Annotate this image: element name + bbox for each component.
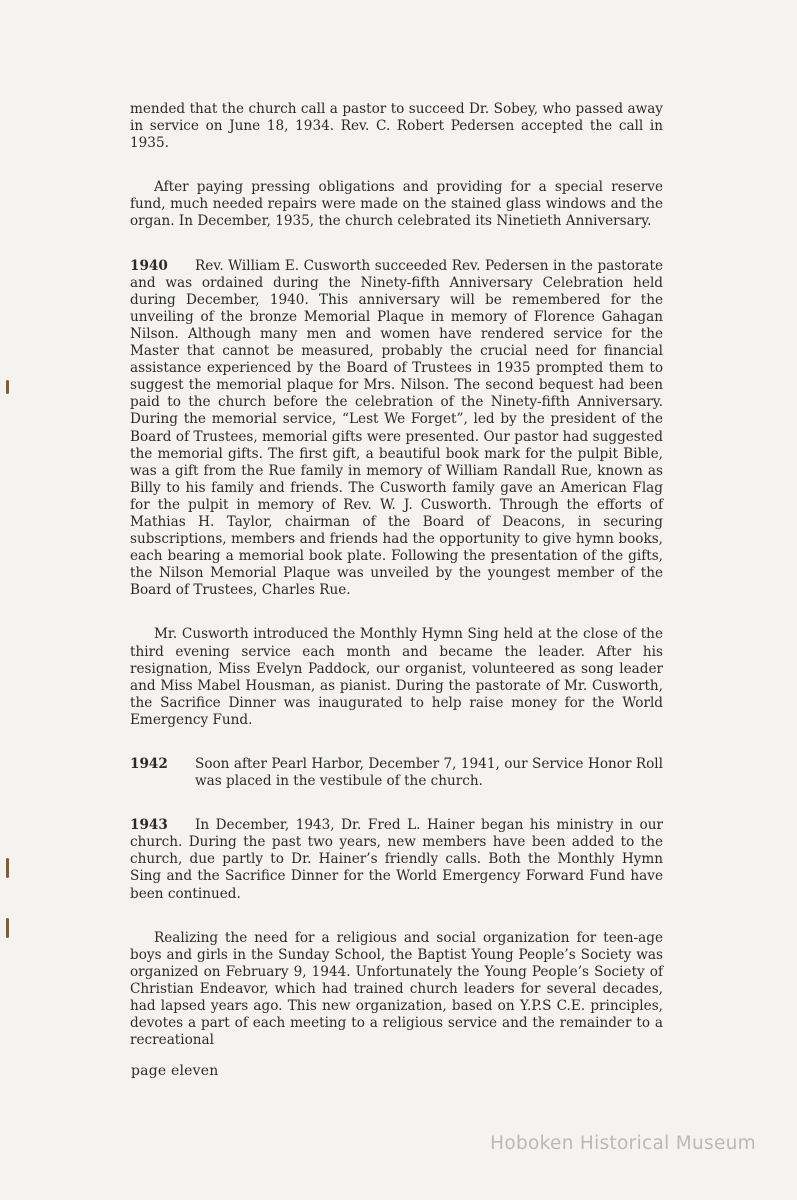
year-label: 1940 (130, 257, 168, 274)
paragraph-1940 (130, 258, 663, 600)
page-number: page eleven (131, 1063, 219, 1079)
binding-mark (6, 380, 9, 394)
paragraph-1: mended that the church call a pastor to succeed Dr. Sobey, who passed away in service on June 18, 1934. Rev. C. Robert Pedersen accepted the call in 1935. (130, 101, 663, 152)
paragraph-1942 (130, 756, 663, 790)
year-label: 1943 (130, 817, 168, 834)
year-label: 1942 (130, 756, 168, 772)
paragraph-1940-text: Rev. William E. Cusworth succeeded Rev. Pedersen in the pastorate and was ordained during the Ninety-fifth Anniversary Celebration held during December, 1940. This anniversary will be remembered for the unveiling of the bronze Memorial Plaque in memory of Florence Gahagan Nilson. Although many men and women have rendered service for the Master that cannot be measured, probably the crucial need for financial assistance experienced by the Board of Trustees in 1935 prompted them to suggest the memorial plaque for Mrs. Nilson. The second bequest had been paid to the church before the celebration of the Ninety-fifth Anniversary. During the memorial service, “Lest We Forget”, led by the president of the Board of Trustees, memorial gifts were presented. Our pastor had suggested the memorial gifts. The first gift, a beautiful book mark for the pulpit Bible, was a gift from the Rue family in memory of William Randall Rue, known as Billy to his family and friends. The Cusworth family gave an American Flag for the pulpit in memory of Rev. W. J. Cusworth. Through the efforts of Mathias H. Taylor, chairman of the Board of Deacons, in securing subscriptions, members and friends had the opportunity to give hymn books, each bearing a memorial book plate. Following the presentation of the gifts, the Nilson Memorial Plaque was unveiled by the youngest member of the Board of Trustees, Charles Rue. (130, 257, 663, 599)
page-body (130, 101, 663, 1076)
paragraph-7: Realizing the need for a religious and social organization for teen-age boys and girls in the Sunday School, the Baptist Young People’s Society was organized on February 9, 1944. Unfortunately the Young People’s Society of Christian Endeavor, which had trained church leaders for several decades, had lapsed years ago. This new organization, based on Y.P.S C.E. principles, devotes a part of each meeting to a religious service and the remainder to a recreational (130, 929, 663, 1049)
paragraph-1942-text: Soon after Pearl Harbor, December 7, 1941, our Service Honor Roll was placed in the vestibule of the church. (195, 756, 663, 790)
paragraph-4: Mr. Cusworth introduced the Monthly Hymn Sing held at the close of the third evening service each month and became the leader. After his resignation, Miss Evelyn Paddock, our organist, volunteered as song leader and Miss Mabel Housman, as pianist. During the pastorate of Mr. Cusworth, the Sacrifice Dinner was inaugurated to help raise money for the World Emergency Fund. (130, 626, 663, 728)
watermark: Hoboken Historical Museum (490, 1133, 756, 1154)
binding-mark (6, 918, 9, 938)
paragraph-1943 (130, 817, 663, 902)
paragraph-1943-text: In December, 1943, Dr. Fred L. Hainer began his ministry in our church. During the past two years, new members have been added to the church, due partly to Dr. Hainer’s friendly calls. Both the Monthly Hymn Sing and the Sacrifice Dinner for the World Emergency Forward Fund have been continued. (130, 817, 663, 902)
binding-mark (6, 858, 9, 878)
paragraph-2: After paying pressing obligations and providing for a special reserve fund, much needed repairs were made on the stained glass windows and the organ. In December, 1935, the church celebrated its Ninetieth Anniversary. (130, 179, 663, 230)
